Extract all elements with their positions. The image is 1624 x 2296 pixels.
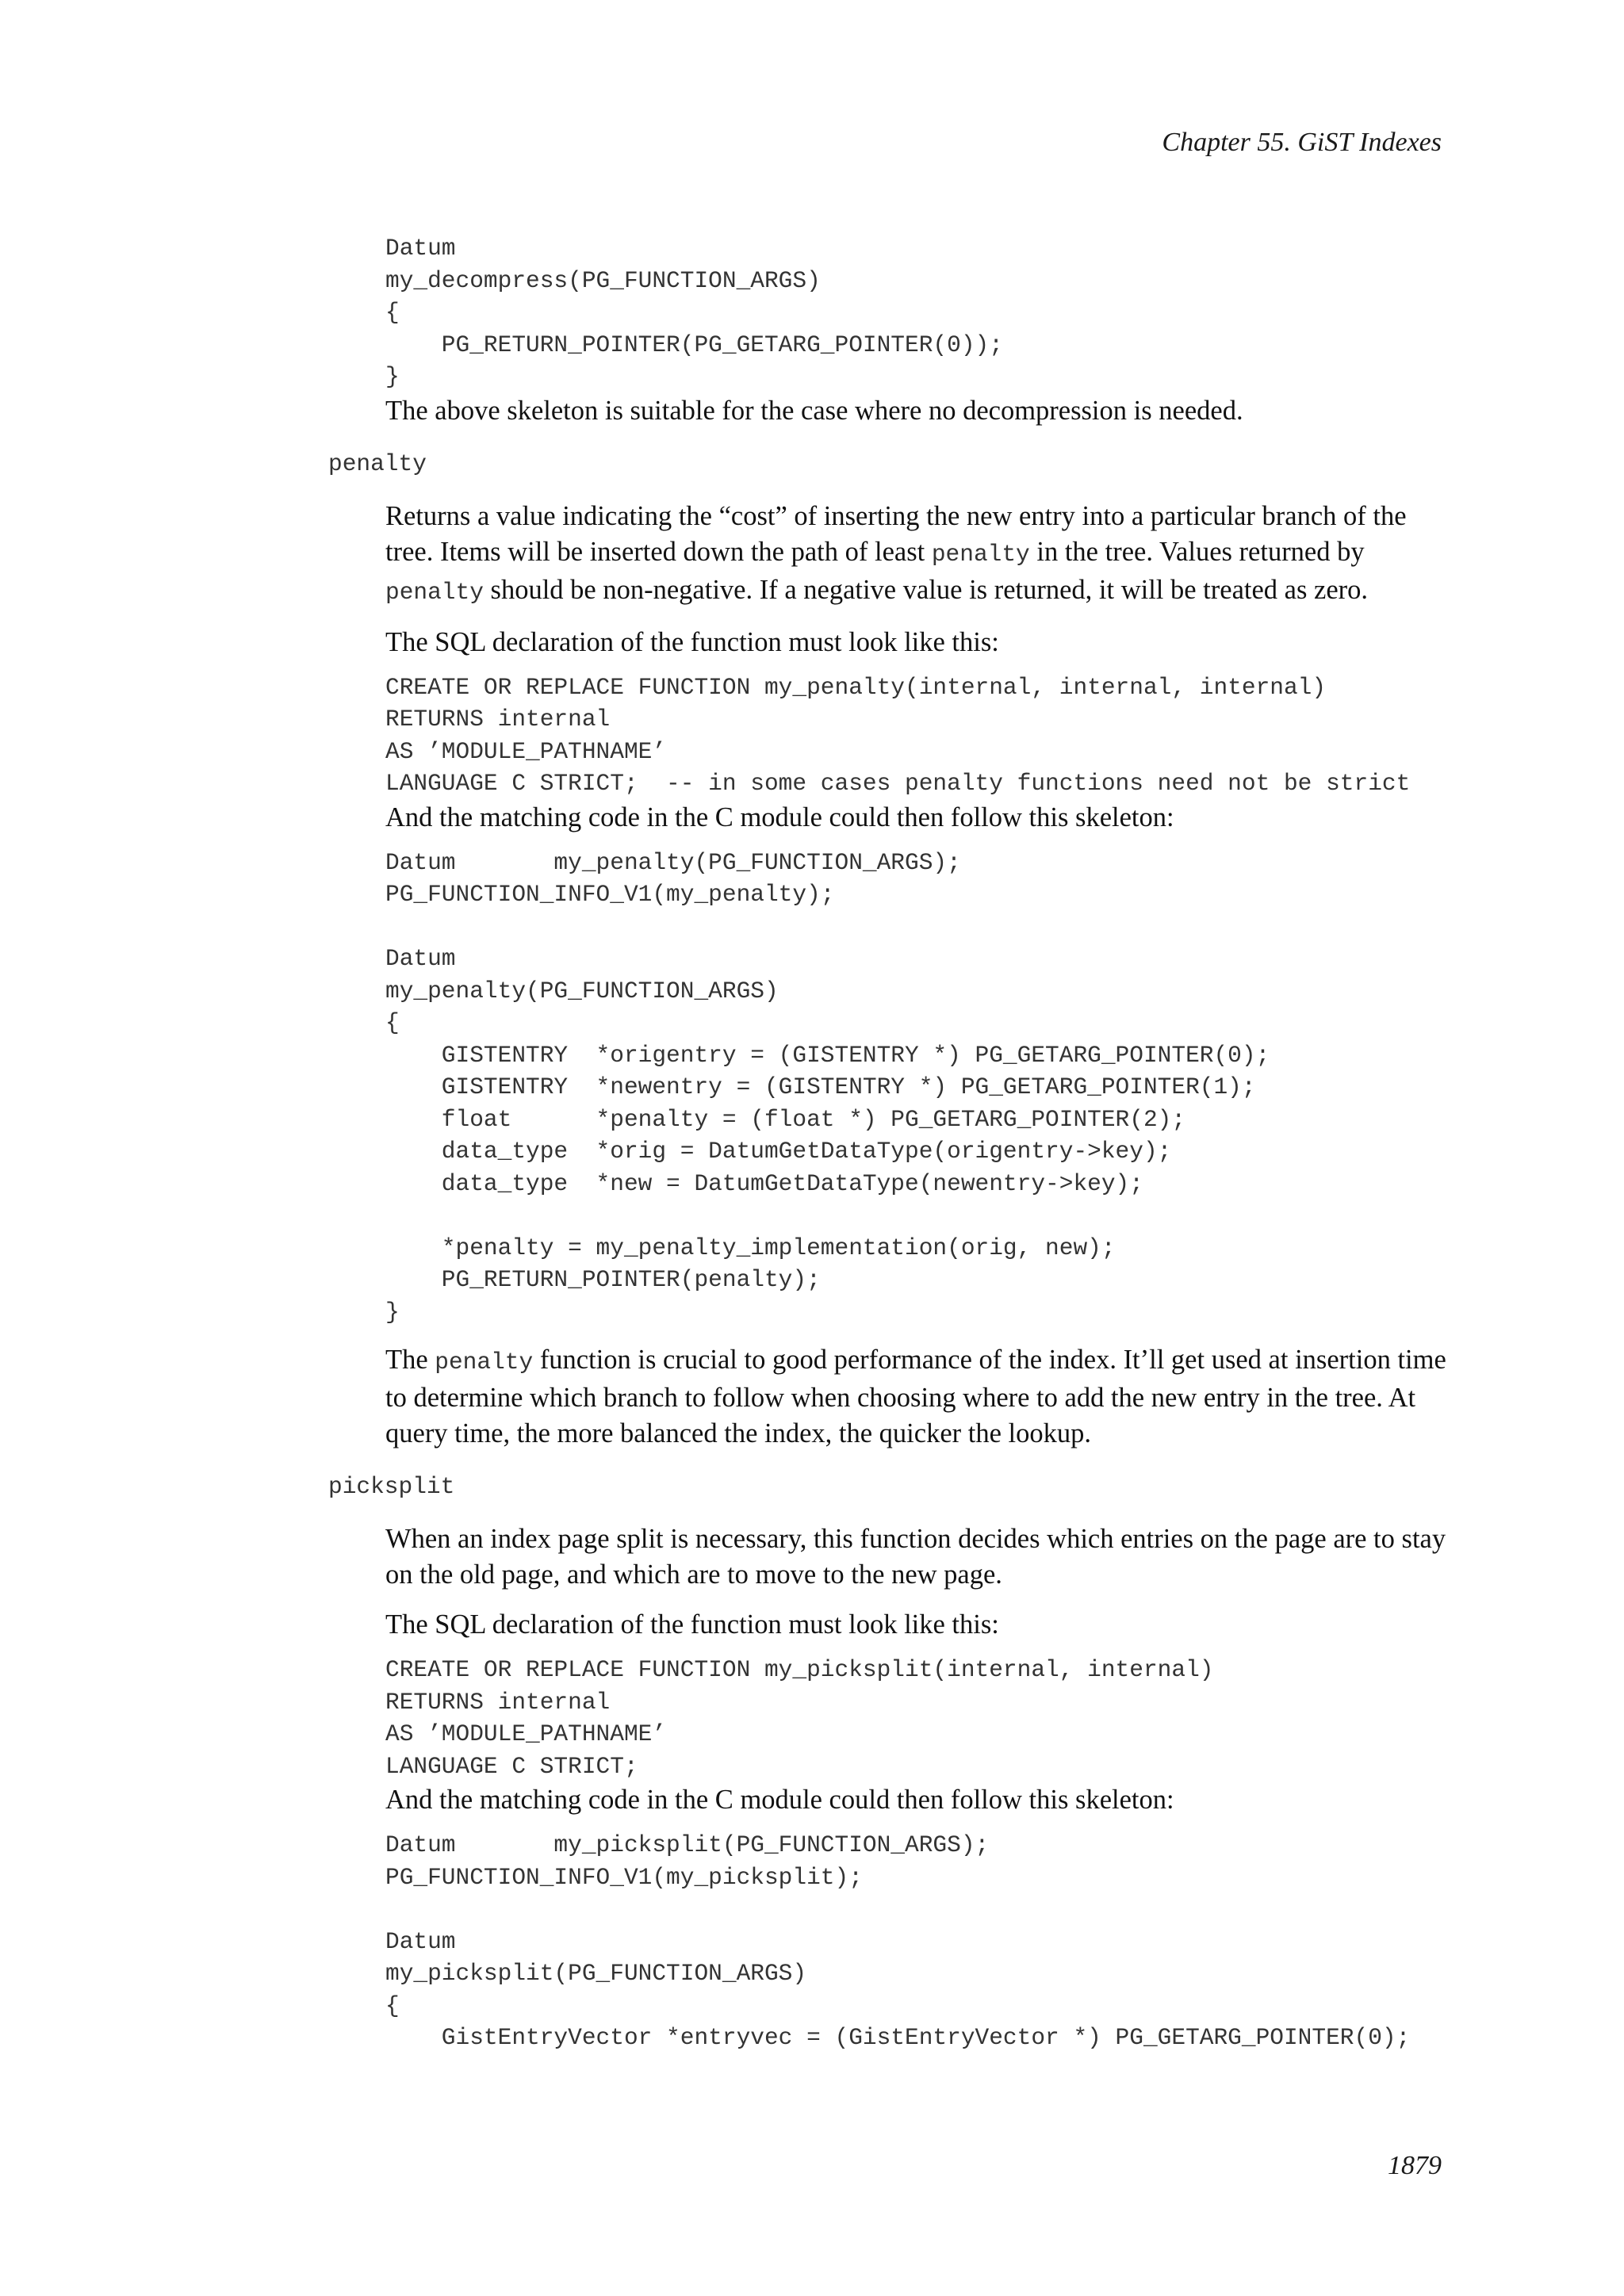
- page-number: 1879: [1388, 2151, 1442, 2180]
- running-header: Chapter 55. GiST Indexes: [1162, 128, 1442, 157]
- term-picksplit: picksplit: [328, 1473, 455, 1500]
- penalty-sql-code-block: CREATE OR REPLACE FUNCTION my_penalty(internal, internal, internal) RETURNS internal AS ’MODULE_PATHNAME’ LANGUAGE C STRICT; -- in some cases penalty functions need not be strict: [385, 673, 1411, 797]
- decompress-note: The above skeleton is suitable for the case where no decompression is needed.: [385, 395, 1243, 426]
- inline-literal: penalty: [931, 540, 1030, 568]
- picksplit-sql-intro: The SQL declaration of the function must look like this:: [385, 1609, 999, 1640]
- penalty-sql-intro: The SQL declaration of the function must look like this:: [385, 626, 999, 657]
- picksplit-sql-code-block: CREATE OR REPLACE FUNCTION my_picksplit(internal, internal) RETURNS internal AS ’MODULE_PATHNAME’ LANGUAGE C STRICT;: [385, 1656, 1214, 1780]
- penalty-note: The penalty function is crucial to good performance of the index. It’ll get used at insertion time to determine which branch to follow when choosing where to add the new entry in the tree. At query time, the more balanced the index, the quicker the lookup.: [385, 1345, 1446, 1448]
- page-body: [328, 232, 1486, 2054]
- picksplit-description: When an index page split is necessary, this function decides which entries on the page are to stay on the old page, and which are to move to the new page.: [385, 1524, 1446, 1590]
- inline-literal: penalty: [435, 1349, 534, 1376]
- inline-literal: penalty: [385, 578, 484, 606]
- penalty-c-intro: And the matching code in the C module could then follow this skeleton:: [385, 802, 1174, 832]
- decompress-code-block: Datum my_decompress(PG_FUNCTION_ARGS) { PG_RETURN_POINTER(PG_GETARG_POINTER(0)); }: [385, 235, 1003, 390]
- penalty-description: Returns a value indicating the “cost” of inserting the new entry into a particular branch of the tree. Items will be inserted down the path of least penalty in the tree. Values returned by penalty should be non-negative. If a negative value is returned, it will be treated as zero.: [385, 500, 1407, 606]
- penalty-c-code-block: Datum my_penalty(PG_FUNCTION_ARGS); PG_FUNCTION_INFO_V1(my_penalty); Datum my_penalty(PG_FUNCTION_ARGS) { GISTENTRY *origentry = (GISTENTRY *) PG_GETARG_POINTER(0); GISTENTRY *newentry = (GISTENTRY *) PG_GETARG_POINTER(1); float *penalty = (float *) PG_GETARG_POINTER(2); data_type *orig = DatumGetDataType(origentry->key); data_type *new = DatumGetDataType(newentry->key); *penalty = my_penalty_implementation(orig, new); PG_RETURN_POINTER(penalty); }: [385, 848, 1270, 1326]
- picksplit-c-intro: And the matching code in the C module could then follow this skeleton:: [385, 1785, 1174, 1815]
- picksplit-c-code-block: Datum my_picksplit(PG_FUNCTION_ARGS); PG_FUNCTION_INFO_V1(my_picksplit); Datum my_picksplit(PG_FUNCTION_ARGS) { GistEntryVector *entryvec = (GistEntryVector *) PG_GETARG_POINTER(0);: [385, 1831, 1411, 2051]
- term-penalty: penalty: [328, 450, 427, 477]
